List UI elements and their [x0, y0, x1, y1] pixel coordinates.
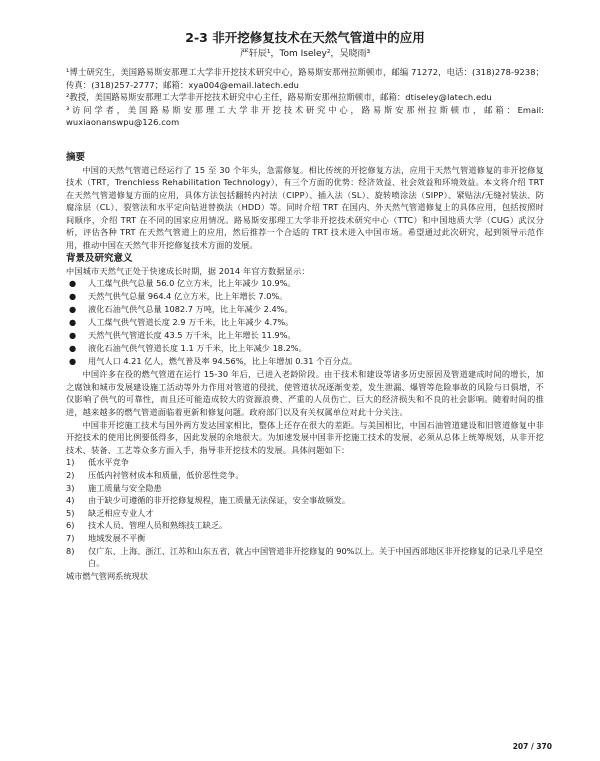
- aging-paragraph: 中国许多在役的燃气管道在运行 15-30 年后，已进入老龄阶段。由于技术和建设等诸多历史原因及管道建成时间的增长，加之腐蚀和城市发展建设施工活动等外力作用对管道的侵扰，使管道状况逐渐变差，发生泄漏、爆管等危险事故的风险与日俱增，不仅影响了供气的可靠性，而且还可能造成较大的资源浪费、严重的人员伤亡、巨大的经济损失和不良的社会影响。随着时间的推进，越来越多的燃气管道面临着更新和修复问题。政府部门以及有关权属单位对此十分关注。: [66, 369, 544, 418]
- bullet-icon: ●: [69, 356, 77, 367]
- list-item: 3) 施工质量与安全隐患: [66, 482, 162, 493]
- section-heading-network: 城市燃气管网系统现状: [66, 570, 148, 581]
- list-item: 1) 低水平竞争: [66, 457, 129, 468]
- list-item: ● 天然气供气管道长度 43.5 万千米，比上年增长 11.9%。: [69, 330, 296, 341]
- comparison-paragraph: 中国非开挖施工技术与国外两方发达国家相比，整体上还存在很大的差距。与美国相比，中国石油管道建设和旧管道修复中非开挖技术的使用比例要低得多，因此发展的余地很大。为加速发展中国非开挖施工技术的发展，必须从总体上统筹规划，从非开挖技术、装备、工艺等众多方面入手，指导非开挖技术的发展。具体问题如下：: [66, 419, 544, 455]
- bullet-icon: ●: [69, 330, 77, 341]
- abstract-heading: 摘要: [66, 151, 86, 163]
- bullet-icon: ●: [69, 291, 77, 302]
- bullet-icon: ●: [69, 278, 77, 289]
- affiliation-2: ²教授，美国路易斯安那理工大学非开挖技术研究中心主任，路易斯安那州拉斯顿市，邮箱：dtiseley@latech.edu: [66, 92, 492, 102]
- list-item: 2) 压低内衬管材成本和质量，低价恶性竞争。: [66, 470, 244, 480]
- affiliation-1: ¹博士研究生，美国路易斯安那理工大学非开挖技术研究中心，路易斯安那州拉斯顿市，邮编 71272，电话：(318)278-9238；传真：(318)257-2777；邮箱：xya004@email.latech.edu: [66, 67, 544, 90]
- list-item: 4) 由于缺少可遵循的非开挖修复规程，施工质量无法保证，安全事故频发。: [66, 495, 351, 506]
- stats-list: [66, 277, 544, 368]
- list-item: ● 用气人口 4.21 亿人，燃气普及率 94.56%，比上年增加 0.31 个百分点。: [69, 356, 358, 367]
- list-item: 8) 仅广东、上海、浙江、江苏和山东五省，就占中国管道非开挖修复的 90%以上。关于中国西部地区非开挖修复的记录几乎是空白。: [66, 545, 543, 569]
- author-line: 严轩辰¹，Tom Iseley²，吴晓雨³: [239, 49, 371, 59]
- paper-title: 2-3 非开挖修复技术在天然气管道中的应用: [185, 30, 425, 45]
- affiliation-3: ³访问学者，美国路易斯安那理工大学非开挖技术研究中心，路易斯安那州拉斯顿市，邮箱：Email: wuxiaonanswpu@126.com: [66, 104, 544, 127]
- list-item: ● 液化石油气供气总量 1082.7 万吨，比上年减少 2.4%。: [69, 304, 293, 315]
- list-item: ● 液化石油气供气管道长度 1.1 万千米，比上年减少 18.2%。: [69, 343, 307, 354]
- list-item: 5) 缺乏相应专业人才: [66, 507, 154, 518]
- bullet-icon: ●: [69, 317, 77, 328]
- list-item: ● 天然气供气总量 964.4 亿立方米，比上年增长 7.0%。: [69, 291, 288, 302]
- bullet-icon: ●: [69, 343, 77, 354]
- bullet-icon: ●: [69, 304, 77, 315]
- background-heading: 背景及研究意义: [66, 252, 133, 264]
- list-item: ● 人工煤气供气总量 56.0 亿立方米，比上年减少 10.9%。: [69, 278, 296, 289]
- list-item: ● 人工煤气供气管道长度 2.9 万千米，比上年减少 4.7%。: [69, 317, 294, 328]
- list-item: 6) 技术人员、管理人员和熟练技工缺乏。: [66, 520, 228, 531]
- problems-list: [66, 456, 544, 569]
- abstract-text: 中国的天然气管道已经运行了 15 至 30 个年头，急需修复。相比传统的开挖修复方法，应用于天然气管道修复的非开挖修复技术（TRT，Trenchless Rehabilitation Technology），有三个方面的优势：经济效益、社会效益和环境效益。本文将介绍 TRT 在天然气管道修复方面的应用，具体方法包括翻转内衬法（CIPP）、插入法（SL）、旋转喷涂法（SIPP）、紧贴法/无缝衬装法、防腐涂层（CL）、裂管法和水平定向钻进替换法（HDD）等。同时介绍 TRT 在国内、外天然气管道修复上的具体应用，包括按照时间顺序，介绍 TRT 在不同的国家应用情况。路易斯安那理工大学非开挖技术研究中心（TTC）和中国地质大学（CUG）武汉分析，评估各种 TRT 在天然气管道上的应用，然后推荐一个合适的 TRT 技术进入中国市场。希望通过此次研究，起到领导示范作用，推动中国在天然气非开挖修复技术方面的发展。: [66, 164, 544, 251]
- list-item: 7) 地域发展不平衡: [66, 532, 146, 543]
- stats-intro: 中国城市天然气正处于快速成长时期，据 2014 年官方数据显示：: [66, 265, 310, 276]
- page-number: 207 / 370: [512, 742, 552, 751]
